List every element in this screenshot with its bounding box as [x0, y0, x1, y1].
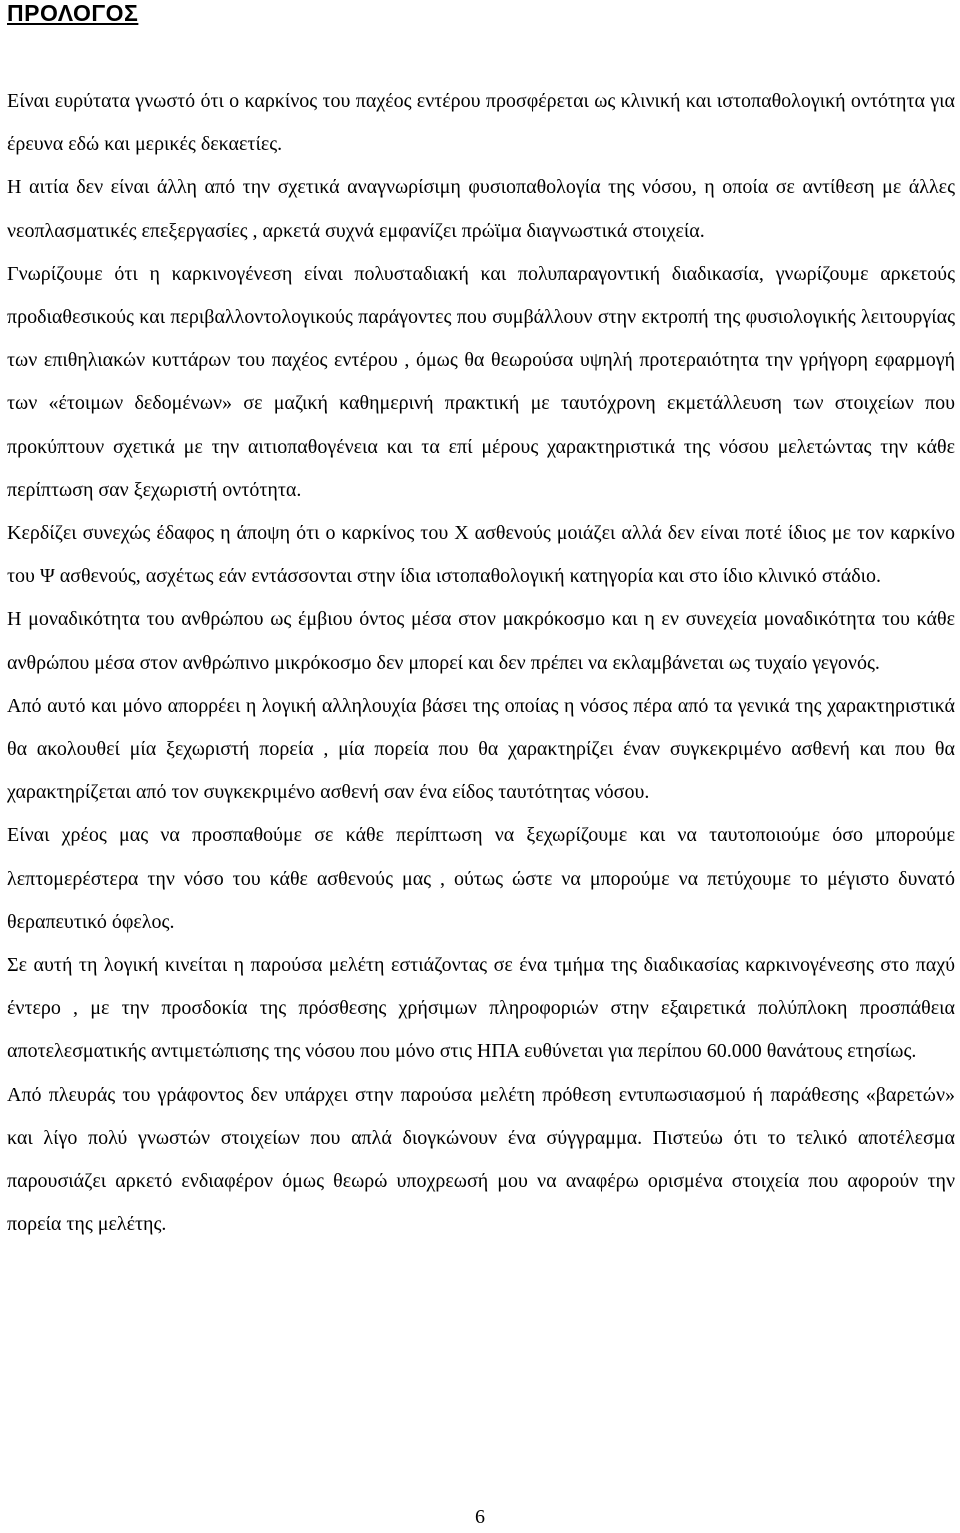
paragraph: Κερδίζει συνεχώς έδαφος η άποψη ότι ο καρκίνος του Χ ασθενούς μοιάζει αλλά δεν είναι ποτέ ίδιος με τον καρκίνο του Ψ ασθενούς, ασχέτως εάν εντάσσονται στην ίδια ιστοπαθολογική κατηγορία και στο ίδιο κλινικό στάδιο. [7, 522, 955, 588]
paragraph: Η αιτία δεν είναι άλλη από την σχετικά αναγνωρίσιμη φυσιοπαθολογία της νόσου, η οποία σε αντίθεση με άλλες νεοπλασματικές επεξεργασίες , αρκετά συχνά εμφανίζει πρώϊμα διαγνωστικά στοιχεία. [7, 176, 955, 242]
page-number: 6 [475, 1506, 485, 1528]
paragraph: Από αυτό και μόνο απορρέει η λογική αλληλουχία βάσει της οποίας η νόσος πέρα από τα γενικά της χαρακτηριστικά θα ακολουθεί μία ξεχωριστή πορεία , μία πορεία που θα χαρακτηρίζει έναν συγκεκριμένο ασθενή και που θα χαρακτηρίζεται από τον συγκεκριμένο ασθενή σαν ένα είδος ταυτότητας νόσου. [7, 694, 955, 804]
page-title: ΠΡΟΛΟΓΟΣ [7, 0, 139, 26]
paragraph: Είναι ευρύτατα γνωστό ότι ο καρκίνος του παχέος εντέρου προσφέρεται ως κλινική και ιστοπαθολογική οντότητα για έρευνα εδώ και μερικές δεκαετίες. [7, 90, 955, 156]
paragraph: Είναι χρέος μας να προσπαθούμε σε κάθε περίπτωση να ξεχωρίζουμε και να ταυτοποιούμε όσο μπορούμε λεπτομερέστερα την νόσο του κάθε ασθενούς μας , ούτως ώστε να μπορούμε να πετύχουμε το μέγιστο δυνατό θεραπευτικό όφελος. [7, 824, 955, 933]
paragraph: Γνωρίζουμε ότι η καρκινογένεση είναι πολυσταδιακή και πολυπαραγοντική διαδικασία, γνωρίζουμε αρκετούς προδιαθεσικούς και περιβαλλοντολογικούς παράγοντες που συμβάλλουν στην εκτροπή της φυσιολογικής λειτουργίας των επιθηλιακών κυττάρων του παχέος εντέρου , όμως θα θεωρούσα υψηλή προτεραιότητα την γρήγορη εφαρμογή των «έτοιμων δεδομένων» σε μαζική καθημερινή πρακτική με ταυτόχρονη εκμετάλλευση των στοιχείων που προκύπτουν σχετικά με την αιτιοπαθογένεια και τα επί μέρους χαρακτηριστικά της νόσου μελετώντας την κάθε περίπτωση σαν ξεχωριστή οντότητα. [7, 262, 955, 501]
document-page [7, 0, 955, 1246]
paragraph: Σε αυτή τη λογική κινείται η παρούσα μελέτη εστιάζοντας σε ένα τμήμα της διαδικασίας καρκινογένεσης στο παχύ έντερο , με την προσδοκία της πρόσθεσης χρήσιμων πληροφοριών στην εξαιρετικά πολύπλοκη προσπάθεια αποτελεσματικής αντιμετώπισης της νόσου που μόνο στις ΗΠΑ ευθύνεται για περίπου 60.000 θανάτους ετησίως. [7, 954, 955, 1063]
paragraph: Η μοναδικότητα του ανθρώπου ως έμβιου όντος μέσα στον μακρόκοσμο και η εν συνεχεία μοναδικότητα του κάθε ανθρώπου μέσα στον ανθρώπινο μικρόκοσμο δεν μπορεί και δεν πρέπει να εκλαμβάνεται ως τυχαίο γεγονός. [7, 608, 955, 674]
paragraph: Από πλευράς του γράφοντος δεν υπάρχει στην παρούσα μελέτη πρόθεση εντυπωσιασμού ή παράθεσης «βαρετών» και λίγο πολύ γνωστών στοιχείων που απλά διογκώνουν ένα σύγγραμμα. Πιστεύω ότι το τελικό αποτέλεσμα παρουσιάζει αρκετό ενδιαφέρον όμως θεωρώ υποχρεωσή μου να αναφέρω ορισμένα στοιχεία που αφορούν την πορεία της μελέτης. [7, 1083, 955, 1236]
body-text [7, 80, 955, 1246]
